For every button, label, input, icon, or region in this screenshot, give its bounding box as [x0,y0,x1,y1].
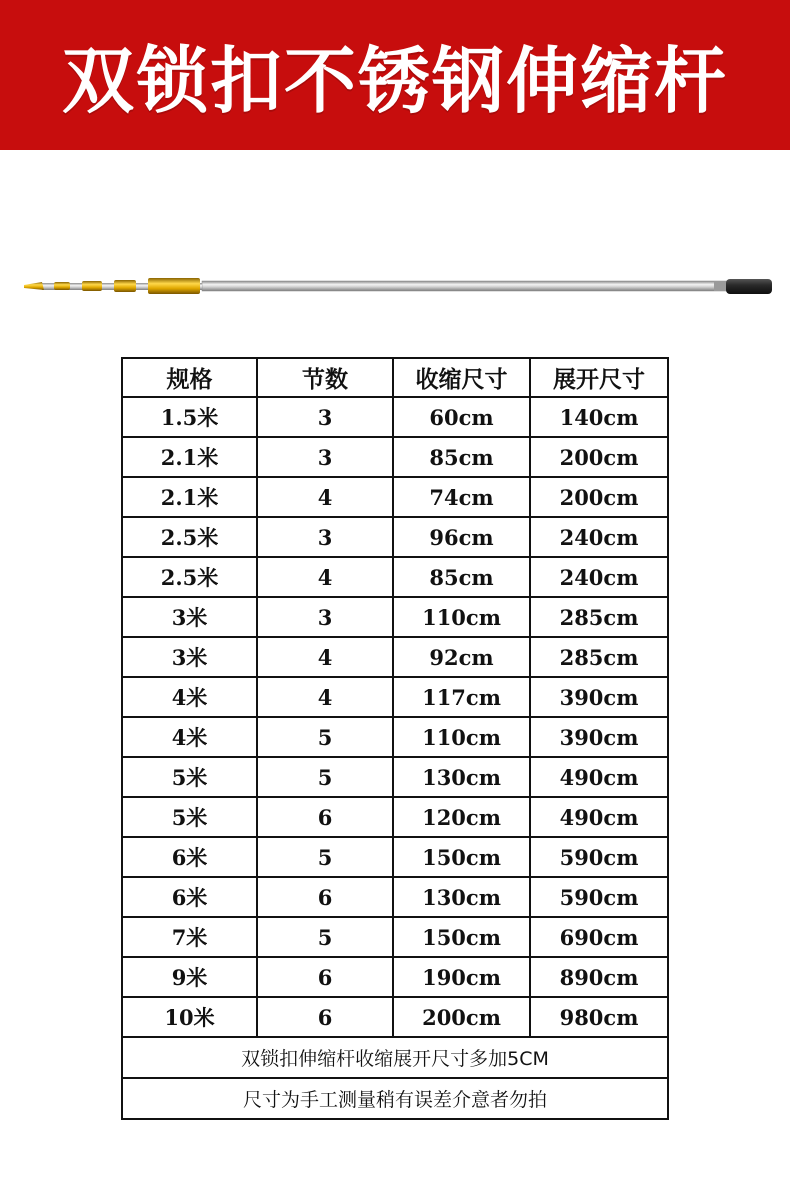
cell-spec: 1.5米 [122,397,257,437]
cell-sections: 3 [257,397,393,437]
cell-spec: 2.5米 [122,517,257,557]
table-row [122,597,668,637]
cell-sections: 5 [257,717,393,757]
table-row [122,397,668,437]
note-row [122,1037,668,1078]
table-row [122,437,668,477]
cell-sections: 6 [257,957,393,997]
cell-sections: 5 [257,757,393,797]
table-row [122,917,668,957]
table-row [122,637,668,677]
cell-extended: 590cm [530,877,668,917]
cell-spec: 6米 [122,877,257,917]
cell-sections: 6 [257,877,393,917]
cell-retracted: 110cm [393,597,530,637]
cell-retracted: 190cm [393,957,530,997]
title-banner [0,0,790,150]
handle-grip [726,279,772,294]
cell-spec: 2.5米 [122,557,257,597]
cell-retracted: 200cm [393,997,530,1037]
cell-retracted: 92cm [393,637,530,677]
table-row [122,517,668,557]
cell-extended: 240cm [530,517,668,557]
cell-retracted: 117cm [393,677,530,717]
cell-spec: 10米 [122,997,257,1037]
cell-spec: 3米 [122,597,257,637]
table-row [122,837,668,877]
table-row [122,477,668,517]
lock-collar [54,282,70,290]
cell-extended: 890cm [530,957,668,997]
telescopic-pole-image [22,270,774,304]
table-row [122,757,668,797]
cell-extended: 200cm [530,477,668,517]
cell-extended: 490cm [530,797,668,837]
cell-sections: 6 [257,997,393,1037]
cell-extended: 490cm [530,757,668,797]
cell-extended: 390cm [530,677,668,717]
cell-retracted: 110cm [393,717,530,757]
cell-sections: 5 [257,837,393,877]
cell-sections: 3 [257,597,393,637]
cell-spec: 7米 [122,917,257,957]
cell-retracted: 150cm [393,837,530,877]
cell-spec: 6米 [122,837,257,877]
header-retracted-size: 收缩尺寸 [393,358,530,397]
table-row [122,717,668,757]
cell-retracted: 85cm [393,557,530,597]
table-row [122,957,668,997]
lock-collar [148,278,200,294]
table-row [122,557,668,597]
header-sections: 节数 [257,358,393,397]
cell-extended: 140cm [530,397,668,437]
cell-extended: 200cm [530,437,668,477]
table-row [122,797,668,837]
cell-sections: 3 [257,437,393,477]
header-spec: 规格 [122,358,257,397]
cell-spec: 4米 [122,717,257,757]
note-measurement-error: 尺寸为手工测量稍有误差介意者勿拍 [122,1078,668,1119]
cell-sections: 4 [257,637,393,677]
table-row [122,877,668,917]
cell-extended: 980cm [530,997,668,1037]
cell-sections: 5 [257,917,393,957]
cell-extended: 285cm [530,637,668,677]
cell-retracted: 120cm [393,797,530,837]
cell-retracted: 150cm [393,917,530,957]
table-row [122,677,668,717]
cell-retracted: 74cm [393,477,530,517]
spec-table [121,357,669,1120]
cell-spec: 2.1米 [122,477,257,517]
end-cap [714,281,728,291]
cell-retracted: 130cm [393,877,530,917]
page-title: 双锁扣不锈钢伸缩杆 [61,39,728,123]
header-extended-size: 展开尺寸 [530,358,668,397]
cell-extended: 285cm [530,597,668,637]
cell-extended: 240cm [530,557,668,597]
cell-sections: 3 [257,517,393,557]
cell-retracted: 130cm [393,757,530,797]
cell-sections: 6 [257,797,393,837]
cell-spec: 9米 [122,957,257,997]
cell-extended: 590cm [530,837,668,877]
cell-spec: 5米 [122,757,257,797]
lock-collar [114,280,136,292]
cell-spec: 2.1米 [122,437,257,477]
cell-retracted: 60cm [393,397,530,437]
table-row [122,997,668,1037]
pole-tip [24,282,44,290]
cell-retracted: 85cm [393,437,530,477]
note-extra-length: 双锁扣伸缩杆收缩展开尺寸多加5CM [122,1037,668,1078]
table-header-row [122,358,668,397]
cell-retracted: 96cm [393,517,530,557]
pole-tube [202,281,727,291]
cell-spec: 5米 [122,797,257,837]
cell-sections: 4 [257,477,393,517]
note-row [122,1078,668,1119]
cell-sections: 4 [257,677,393,717]
cell-sections: 4 [257,557,393,597]
cell-spec: 4米 [122,677,257,717]
cell-extended: 390cm [530,717,668,757]
cell-spec: 3米 [122,637,257,677]
cell-extended: 690cm [530,917,668,957]
lock-collar [82,281,102,291]
